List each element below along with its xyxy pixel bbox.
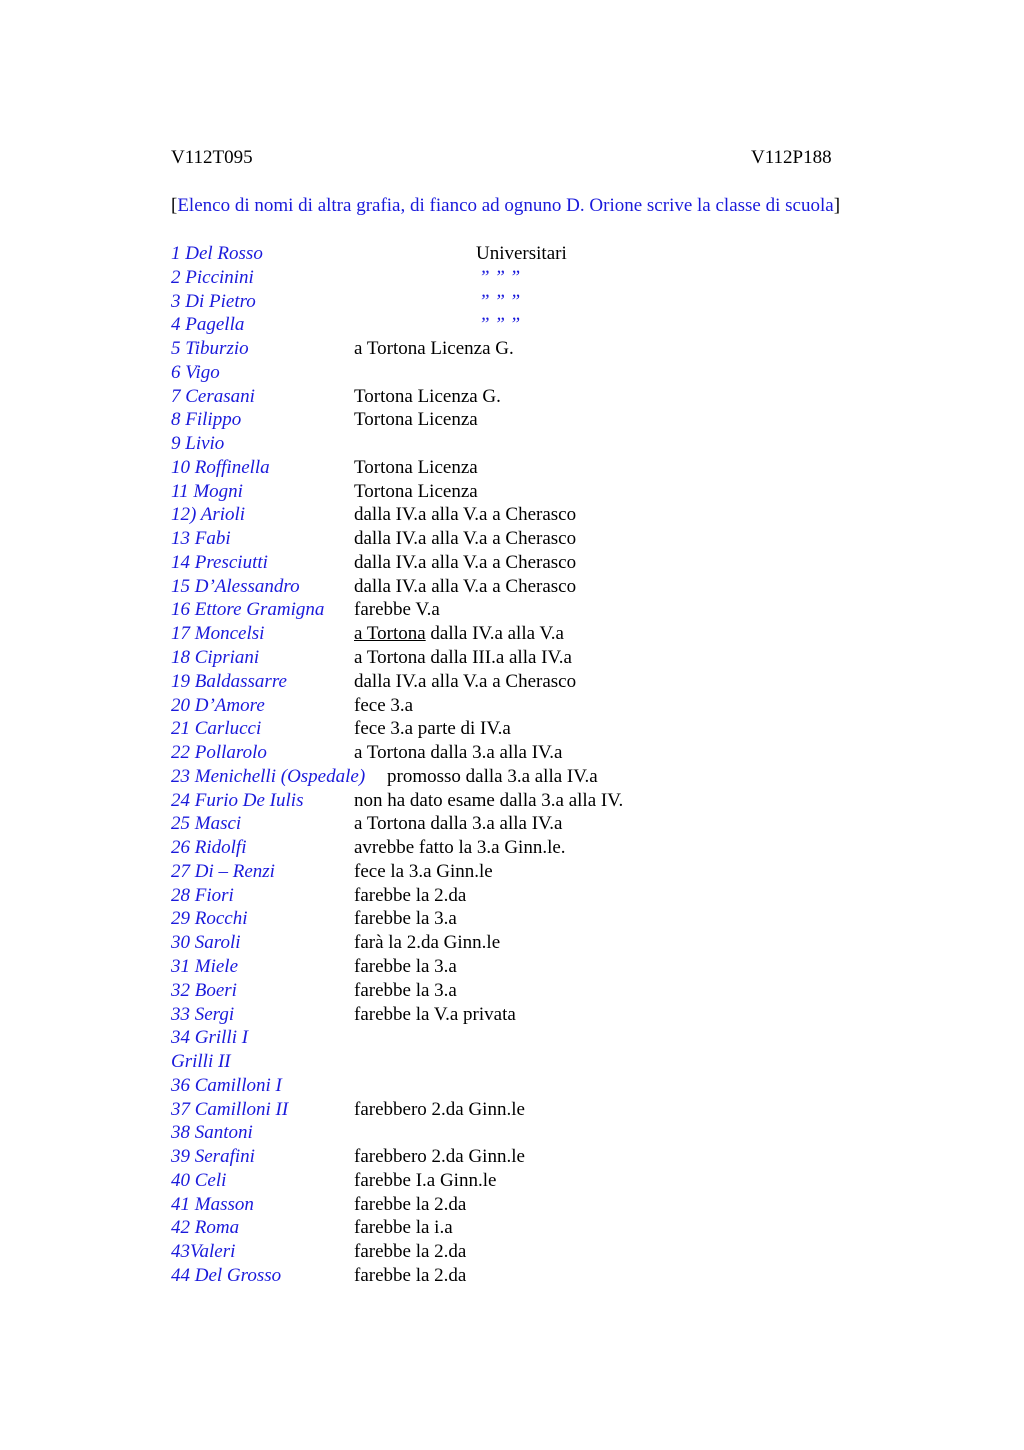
list-item bbox=[171, 527, 971, 551]
student-class: dalla IV.a alla V.a a Cherasco bbox=[354, 670, 577, 692]
student-name: 10 Roffinella bbox=[171, 456, 270, 478]
student-name: 31 Miele bbox=[171, 955, 239, 977]
student-name: 38 Santoni bbox=[171, 1122, 253, 1144]
list-item bbox=[171, 765, 971, 789]
student-class: farebbe la 2.da bbox=[354, 1241, 467, 1263]
student-class: Tortona Licenza G. bbox=[354, 385, 501, 407]
student-list bbox=[171, 242, 971, 1288]
student-name: 1 Del Rosso bbox=[171, 243, 263, 264]
student-class: farebbe la 2.da bbox=[354, 884, 467, 906]
list-item bbox=[171, 1074, 971, 1098]
student-class: fece la 3.a Ginn.le bbox=[354, 860, 493, 882]
list-item bbox=[171, 408, 971, 432]
list-item bbox=[171, 361, 971, 385]
student-name: 27 Di – Renzi bbox=[171, 860, 275, 882]
student-class: non ha dato esame dalla 3.a alla IV. bbox=[354, 789, 624, 811]
list-item bbox=[171, 290, 971, 314]
student-name: 41 Masson bbox=[171, 1193, 254, 1215]
list-item bbox=[171, 1003, 971, 1027]
student-name: 21 Carlucci bbox=[171, 718, 262, 740]
list-item bbox=[171, 812, 971, 836]
student-name: 24 Furio De Iulis bbox=[171, 789, 304, 811]
student-name: 33 Sergi bbox=[171, 1003, 235, 1025]
list-item bbox=[171, 575, 971, 599]
student-name: 11 Mogni bbox=[171, 480, 243, 502]
student-name: 12) Arioli bbox=[171, 504, 246, 526]
list-item bbox=[171, 313, 971, 337]
list-item bbox=[171, 242, 971, 266]
student-class: dalla IV.a alla V.a a Cherasco bbox=[354, 504, 577, 526]
student-name: 23 Menichelli (Ospedale) bbox=[171, 765, 366, 787]
student-name: 28 Fiori bbox=[171, 884, 234, 906]
student-name: 22 Pollarolo bbox=[171, 742, 267, 764]
list-item bbox=[171, 1121, 971, 1145]
underlined-text: a Tortona bbox=[354, 623, 426, 645]
list-item bbox=[171, 503, 971, 527]
class-rest: dalla IV.a alla V.a bbox=[425, 623, 564, 645]
student-name: 25 Masci bbox=[171, 813, 242, 835]
student-name: 19 Baldassarre bbox=[171, 670, 287, 692]
list-item bbox=[171, 741, 971, 765]
list-item bbox=[171, 337, 971, 361]
student-class: farebbe la V.a privata bbox=[354, 1003, 516, 1025]
student-name: 14 Presciutti bbox=[171, 551, 268, 573]
student-name: 3 Di Pietro bbox=[171, 290, 256, 312]
list-item bbox=[171, 1193, 971, 1217]
student-class: farebbero 2.da Ginn.le bbox=[354, 1098, 525, 1120]
list-item bbox=[171, 266, 971, 290]
student-name: 15 D’Alessandro bbox=[171, 575, 300, 597]
list-item bbox=[171, 884, 971, 908]
student-class: farà la 2.da Ginn.le bbox=[354, 932, 501, 954]
student-name: Grilli II bbox=[171, 1051, 231, 1073]
student-class: farebbe I.a Ginn.le bbox=[354, 1169, 497, 1191]
editorial-note bbox=[171, 195, 840, 217]
student-class: dalla IV.a alla V.a a Cherasco bbox=[354, 575, 577, 597]
student-class: farebbe la 2.da bbox=[354, 1193, 467, 1215]
student-name: 36 Camilloni I bbox=[171, 1074, 282, 1096]
student-class: a Tortona dalla 3.a alla IV.a bbox=[354, 742, 563, 764]
header-right-code: V112P188 bbox=[751, 147, 832, 168]
list-item bbox=[171, 432, 971, 456]
student-class: farebbero 2.da Ginn.le bbox=[354, 1146, 525, 1168]
student-class: promosso dalla 3.a alla IV.a bbox=[387, 765, 598, 787]
student-class: fece 3.a parte di IV.a bbox=[354, 718, 511, 740]
list-item bbox=[171, 860, 971, 884]
student-class: farebbe la 3.a bbox=[354, 908, 457, 930]
student-name: 13 Fabi bbox=[171, 528, 231, 550]
student-name: 8 Filippo bbox=[171, 409, 242, 431]
list-item bbox=[171, 1169, 971, 1193]
student-name: 26 Ridolfi bbox=[171, 837, 247, 859]
student-class: Tortona Licenza bbox=[354, 480, 478, 502]
student-class: Universitari bbox=[476, 243, 567, 264]
header-left-code: V112T095 bbox=[171, 147, 253, 168]
student-name: 2 Piccinini bbox=[171, 266, 254, 288]
student-name: 7 Cerasani bbox=[171, 385, 255, 407]
student-name: 20 D’Amore bbox=[171, 694, 265, 716]
student-name: 37 Camilloni II bbox=[171, 1098, 289, 1120]
student-class: a Tortona Licenza G. bbox=[354, 338, 514, 360]
student-name: 44 Del Grosso bbox=[171, 1264, 282, 1286]
list-item bbox=[171, 931, 971, 955]
list-item bbox=[171, 789, 971, 813]
list-item bbox=[171, 1264, 971, 1288]
student-class: farebbe V.a bbox=[354, 599, 440, 621]
student-name: 30 Saroli bbox=[171, 932, 241, 954]
student-class: a Tortona dalla 3.a alla IV.a bbox=[354, 813, 563, 835]
student-class: farebbe la 3.a bbox=[354, 979, 457, 1001]
student-name: 29 Rocchi bbox=[171, 908, 248, 930]
list-item bbox=[171, 1216, 971, 1240]
student-class: farebbe la 2.da bbox=[354, 1264, 467, 1286]
student-name: 43Valeri bbox=[171, 1241, 236, 1263]
list-item bbox=[171, 955, 971, 979]
note-text: Elenco di nomi di altra grafia, di fianco ad ognuno D. Orione scrive la classe di scuola bbox=[177, 195, 834, 216]
student-class: farebbe la 3.a bbox=[354, 955, 457, 977]
list-item bbox=[171, 694, 971, 718]
student-name: 42 Roma bbox=[171, 1217, 240, 1239]
list-item bbox=[171, 385, 971, 409]
ditto-marks: ” ” ” bbox=[479, 290, 521, 312]
student-name: 32 Boeri bbox=[171, 979, 237, 1001]
list-item bbox=[171, 836, 971, 860]
ditto-marks: ” ” ” bbox=[479, 266, 521, 288]
list-item bbox=[171, 598, 971, 622]
student-name: 39 Serafini bbox=[171, 1146, 255, 1168]
student-class: a Tortona dalla III.a alla IV.a bbox=[354, 647, 572, 669]
student-class: avrebbe fatto la 3.a Ginn.le. bbox=[354, 837, 566, 859]
student-name: 34 Grilli I bbox=[171, 1027, 249, 1049]
student-name: 18 Cipriani bbox=[171, 647, 260, 669]
list-item bbox=[171, 1098, 971, 1122]
student-name: 17 Moncelsi bbox=[171, 623, 265, 645]
student-name: 16 Ettore Gramigna bbox=[171, 599, 325, 621]
student-name: 4 Pagella bbox=[171, 314, 245, 336]
list-item bbox=[171, 717, 971, 741]
student-class bbox=[354, 622, 564, 645]
list-item bbox=[171, 646, 971, 670]
student-class: dalla IV.a alla V.a a Cherasco bbox=[354, 551, 577, 573]
ditto-marks: ” ” ” bbox=[479, 314, 521, 336]
list-item bbox=[171, 480, 971, 504]
student-name: 9 Livio bbox=[171, 433, 225, 455]
student-class: dalla IV.a alla V.a a Cherasco bbox=[354, 528, 577, 550]
list-item bbox=[171, 456, 971, 480]
student-class: Tortona Licenza bbox=[354, 456, 478, 478]
student-class: fece 3.a bbox=[354, 694, 414, 716]
list-item bbox=[171, 670, 971, 694]
list-item bbox=[171, 1240, 971, 1264]
student-name: 5 Tiburzio bbox=[171, 338, 249, 360]
list-item bbox=[171, 551, 971, 575]
note-open-bracket: [ bbox=[171, 195, 178, 216]
note-close-bracket: ] bbox=[833, 195, 841, 216]
list-item bbox=[171, 979, 971, 1003]
list-item bbox=[171, 622, 971, 646]
list-item bbox=[171, 1145, 971, 1169]
student-class: farebbe la i.a bbox=[354, 1217, 453, 1239]
student-name: 6 Vigo bbox=[171, 361, 220, 383]
list-item bbox=[171, 907, 971, 931]
student-name: 40 Celi bbox=[171, 1169, 227, 1191]
list-item bbox=[171, 1050, 971, 1074]
student-class: Tortona Licenza bbox=[354, 409, 478, 431]
list-item bbox=[171, 1026, 971, 1050]
